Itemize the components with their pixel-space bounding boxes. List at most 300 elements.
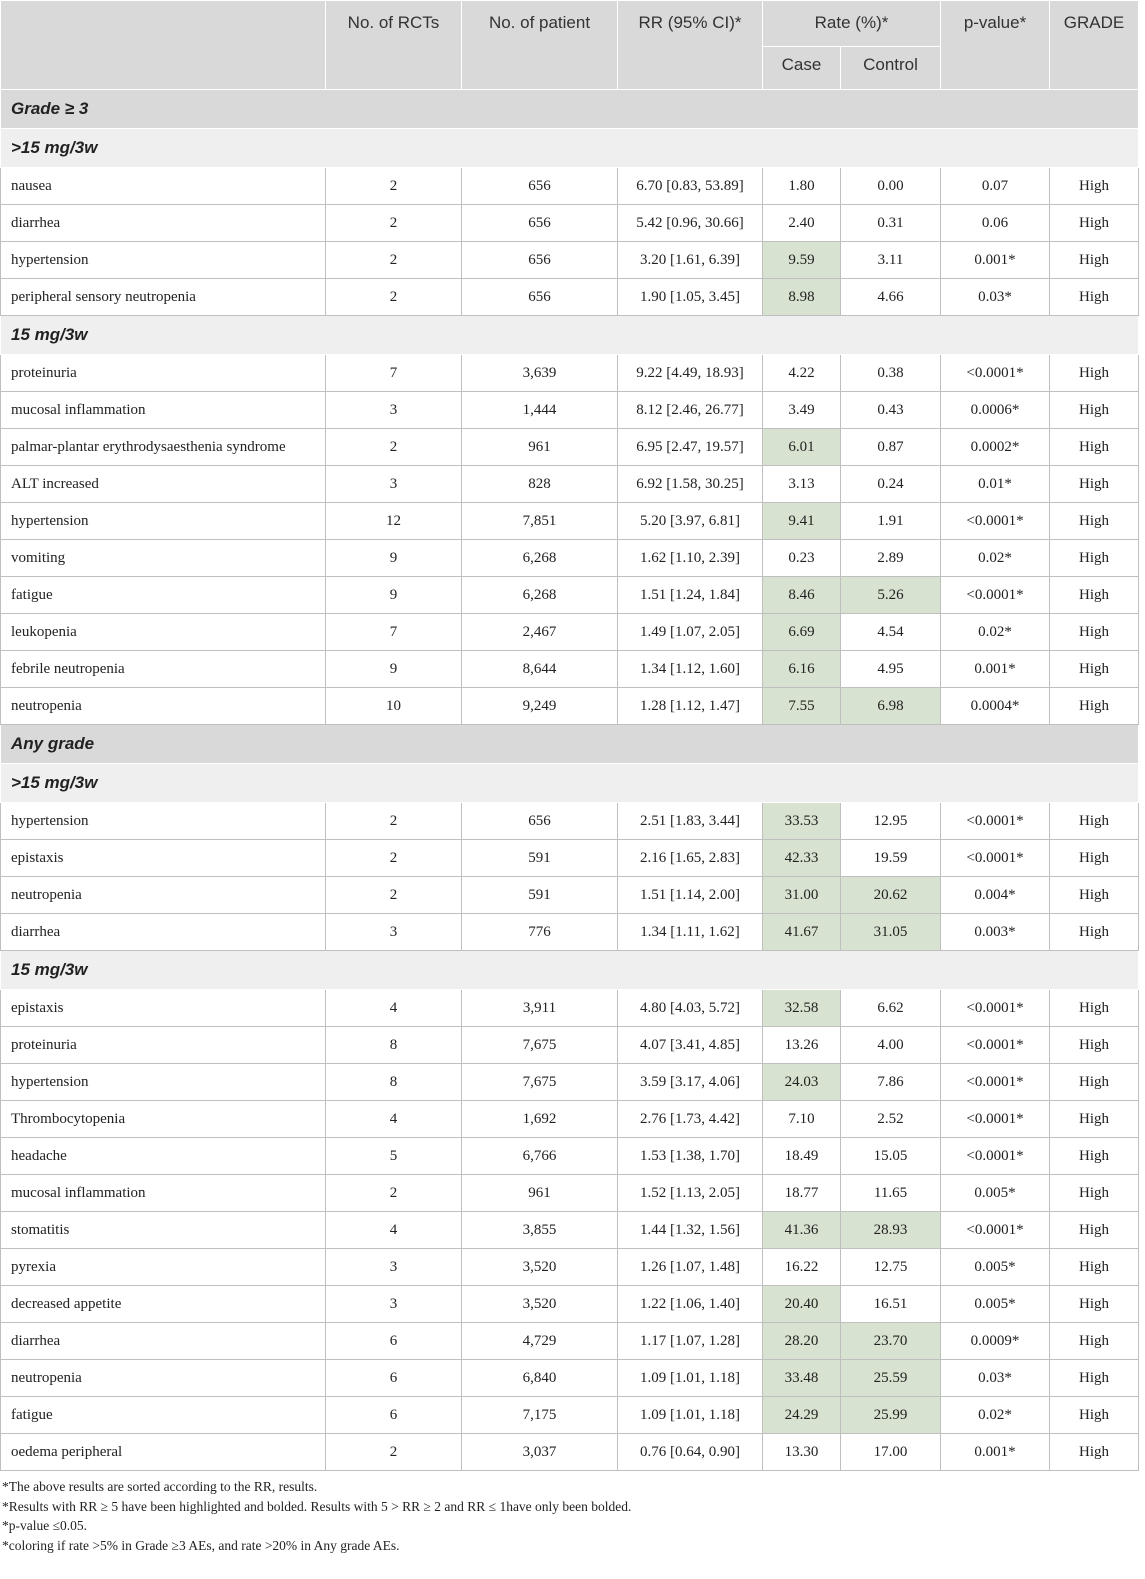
cell-grade: High [1050,1434,1139,1471]
cell-grade: High [1050,1323,1139,1360]
footnotes [0,1471,1138,1555]
cell-rr: 2.51 [1.83, 3.44] [618,803,763,840]
cell-grade: High [1050,614,1139,651]
cell-event: neutropenia [1,688,326,725]
cell-case-rate: 41.67 [763,914,841,951]
cell-event: fatigue [1,577,326,614]
cell-pvalue: 0.004* [941,877,1050,914]
cell-patients: 961 [462,1175,618,1212]
cell-grade: High [1050,1101,1139,1138]
cell-grade: High [1050,242,1139,279]
cell-event: Thrombocytopenia [1,1101,326,1138]
cell-pvalue: <0.0001* [941,1027,1050,1064]
cell-grade: High [1050,914,1139,951]
cell-rcts: 2 [326,803,462,840]
cell-control-rate: 0.31 [841,205,941,242]
cell-pvalue: 0.03* [941,1360,1050,1397]
cell-rr: 1.22 [1.06, 1.40] [618,1286,763,1323]
cell-rcts: 4 [326,990,462,1027]
dose-group-title: >15 mg/3w [1,764,1139,803]
cell-patients: 4,729 [462,1323,618,1360]
cell-patients: 3,037 [462,1434,618,1471]
cell-pvalue: 0.005* [941,1286,1050,1323]
table-row [1,1397,1139,1434]
cell-rcts: 2 [326,242,462,279]
table-row [1,1249,1139,1286]
cell-patients: 1,444 [462,392,618,429]
cell-patients: 591 [462,877,618,914]
cell-event: mucosal inflammation [1,1175,326,1212]
cell-grade: High [1050,1138,1139,1175]
cell-event: diarrhea [1,1323,326,1360]
cell-event: neutropenia [1,877,326,914]
cell-patients: 656 [462,168,618,205]
cell-rr: 6.95 [2.47, 19.57] [618,429,763,466]
table-row [1,577,1139,614]
cell-event: oedema peripheral [1,1434,326,1471]
cell-rcts: 3 [326,1286,462,1323]
cell-rr: 3.20 [1.61, 6.39] [618,242,763,279]
cell-pvalue: <0.0001* [941,577,1050,614]
cell-patients: 961 [462,429,618,466]
cell-pvalue: 0.0009* [941,1323,1050,1360]
cell-pvalue: 0.01* [941,466,1050,503]
cell-rr: 3.59 [3.17, 4.06] [618,1064,763,1101]
table-row [1,1434,1139,1471]
cell-control-rate: 11.65 [841,1175,941,1212]
cell-grade: High [1050,540,1139,577]
cell-pvalue: 0.02* [941,1397,1050,1434]
table-row [1,429,1139,466]
cell-control-rate: 4.54 [841,614,941,651]
cell-case-rate: 24.29 [763,1397,841,1434]
table-row [1,990,1139,1027]
cell-case-rate: 7.10 [763,1101,841,1138]
table-row [1,803,1139,840]
cell-grade: High [1050,1212,1139,1249]
cell-rcts: 2 [326,279,462,316]
cell-case-rate: 42.33 [763,840,841,877]
cell-rr: 1.62 [1.10, 2.39] [618,540,763,577]
cell-control-rate: 28.93 [841,1212,941,1249]
cell-event: hypertension [1,242,326,279]
cell-pvalue: <0.0001* [941,1212,1050,1249]
cell-rr: 1.17 [1.07, 1.28] [618,1323,763,1360]
cell-patients: 6,268 [462,540,618,577]
dose-group-row [1,764,1139,803]
cell-grade: High [1050,392,1139,429]
cell-rcts: 8 [326,1027,462,1064]
header-grade: GRADE [1050,1,1139,90]
cell-patients: 6,268 [462,577,618,614]
cell-grade: High [1050,877,1139,914]
cell-grade: High [1050,577,1139,614]
cell-case-rate: 6.01 [763,429,841,466]
cell-patients: 828 [462,466,618,503]
cell-patients: 7,675 [462,1027,618,1064]
cell-control-rate: 23.70 [841,1323,941,1360]
cell-control-rate: 0.24 [841,466,941,503]
table-header [1,1,1139,90]
cell-rcts: 2 [326,877,462,914]
table-row [1,914,1139,951]
cell-rcts: 2 [326,168,462,205]
cell-patients: 656 [462,279,618,316]
cell-pvalue: <0.0001* [941,840,1050,877]
cell-event: epistaxis [1,990,326,1027]
table-row [1,840,1139,877]
header-event [1,1,326,90]
cell-control-rate: 7.86 [841,1064,941,1101]
cell-pvalue: 0.07 [941,168,1050,205]
table-row [1,279,1139,316]
table-body [1,90,1139,1471]
cell-pvalue: 0.001* [941,651,1050,688]
cell-grade: High [1050,1360,1139,1397]
table-row [1,688,1139,725]
cell-case-rate: 8.98 [763,279,841,316]
cell-case-rate: 2.40 [763,205,841,242]
cell-control-rate: 5.26 [841,577,941,614]
cell-grade: High [1050,168,1139,205]
cell-case-rate: 1.80 [763,168,841,205]
cell-grade: High [1050,651,1139,688]
table-row [1,614,1139,651]
cell-pvalue: 0.02* [941,540,1050,577]
cell-patients: 3,911 [462,990,618,1027]
cell-pvalue: <0.0001* [941,803,1050,840]
cell-rcts: 6 [326,1360,462,1397]
cell-control-rate: 4.66 [841,279,941,316]
cell-event: headache [1,1138,326,1175]
cell-case-rate: 9.41 [763,503,841,540]
cell-patients: 3,520 [462,1249,618,1286]
cell-patients: 656 [462,242,618,279]
table-row [1,651,1139,688]
cell-patients: 7,851 [462,503,618,540]
cell-grade: High [1050,279,1139,316]
cell-rr: 5.42 [0.96, 30.66] [618,205,763,242]
table-row [1,168,1139,205]
cell-patients: 3,639 [462,355,618,392]
cell-control-rate: 12.95 [841,803,941,840]
cell-event: hypertension [1,803,326,840]
cell-control-rate: 3.11 [841,242,941,279]
cell-patients: 6,840 [462,1360,618,1397]
cell-event: nausea [1,168,326,205]
dose-group-row [1,951,1139,990]
cell-grade: High [1050,1175,1139,1212]
cell-case-rate: 9.59 [763,242,841,279]
cell-rr: 0.76 [0.64, 0.90] [618,1434,763,1471]
cell-patients: 656 [462,803,618,840]
table-row [1,392,1139,429]
cell-event: peripheral sensory neutropenia [1,279,326,316]
cell-control-rate: 2.89 [841,540,941,577]
cell-event: stomatitis [1,1212,326,1249]
cell-control-rate: 4.00 [841,1027,941,1064]
cell-event: epistaxis [1,840,326,877]
table-row [1,877,1139,914]
cell-control-rate: 0.38 [841,355,941,392]
cell-pvalue: <0.0001* [941,990,1050,1027]
cell-rr: 1.51 [1.24, 1.84] [618,577,763,614]
cell-patients: 6,766 [462,1138,618,1175]
table-row [1,205,1139,242]
cell-grade: High [1050,205,1139,242]
section-header-row [1,725,1139,764]
cell-patients: 656 [462,205,618,242]
cell-control-rate: 0.00 [841,168,941,205]
table-row [1,466,1139,503]
table-row [1,1175,1139,1212]
cell-case-rate: 33.48 [763,1360,841,1397]
cell-case-rate: 0.23 [763,540,841,577]
cell-rcts: 3 [326,1249,462,1286]
cell-grade: High [1050,803,1139,840]
cell-event: proteinuria [1,355,326,392]
cell-patients: 9,249 [462,688,618,725]
cell-rcts: 10 [326,688,462,725]
header-pvalue: p-value* [941,1,1050,90]
cell-case-rate: 33.53 [763,803,841,840]
cell-grade: High [1050,1397,1139,1434]
cell-rr: 9.22 [4.49, 18.93] [618,355,763,392]
cell-rr: 6.92 [1.58, 30.25] [618,466,763,503]
table-row [1,1027,1139,1064]
section-header-row [1,90,1139,129]
table-row [1,1064,1139,1101]
cell-case-rate: 4.22 [763,355,841,392]
cell-rcts: 6 [326,1397,462,1434]
dose-group-title: 15 mg/3w [1,316,1139,355]
cell-case-rate: 6.16 [763,651,841,688]
table-row [1,355,1139,392]
cell-event: proteinuria [1,1027,326,1064]
cell-rr: 6.70 [0.83, 53.89] [618,168,763,205]
cell-rcts: 2 [326,205,462,242]
cell-pvalue: 0.005* [941,1175,1050,1212]
cell-case-rate: 32.58 [763,990,841,1027]
cell-case-rate: 3.13 [763,466,841,503]
cell-rr: 1.53 [1.38, 1.70] [618,1138,763,1175]
table-row [1,1360,1139,1397]
cell-case-rate: 8.46 [763,577,841,614]
cell-rcts: 12 [326,503,462,540]
footnote: *p-value ≤0.05. [2,1518,88,1533]
cell-control-rate: 16.51 [841,1286,941,1323]
cell-rr: 1.44 [1.32, 1.56] [618,1212,763,1249]
cell-event: hypertension [1,503,326,540]
cell-pvalue: <0.0001* [941,1064,1050,1101]
header-patients: No. of patient [462,1,618,90]
table-row [1,1286,1139,1323]
cell-event: ALT increased [1,466,326,503]
cell-patients: 2,467 [462,614,618,651]
cell-rcts: 6 [326,1323,462,1360]
cell-event: decreased appetite [1,1286,326,1323]
cell-case-rate: 24.03 [763,1064,841,1101]
cell-pvalue: 0.003* [941,914,1050,951]
cell-case-rate: 18.49 [763,1138,841,1175]
cell-rr: 1.51 [1.14, 2.00] [618,877,763,914]
cell-pvalue: <0.0001* [941,355,1050,392]
cell-pvalue: 0.06 [941,205,1050,242]
cell-patients: 3,520 [462,1286,618,1323]
cell-control-rate: 1.91 [841,503,941,540]
cell-rr: 1.34 [1.12, 1.60] [618,651,763,688]
cell-control-rate: 12.75 [841,1249,941,1286]
cell-grade: High [1050,429,1139,466]
cell-pvalue: 0.0006* [941,392,1050,429]
cell-control-rate: 25.59 [841,1360,941,1397]
cell-event: vomiting [1,540,326,577]
cell-rr: 4.07 [3.41, 4.85] [618,1027,763,1064]
cell-pvalue: 0.02* [941,614,1050,651]
footnote: *Results with RR ≥ 5 have been highlighted and bolded. Results with 5 > RR ≥ 2 and RR ≤ 1have only been bolded. [2,1498,632,1514]
cell-rcts: 2 [326,840,462,877]
cell-rcts: 8 [326,1064,462,1101]
cell-rcts: 3 [326,392,462,429]
cell-case-rate: 7.55 [763,688,841,725]
header-rcts: No. of RCTs [326,1,462,90]
cell-case-rate: 18.77 [763,1175,841,1212]
cell-control-rate: 6.62 [841,990,941,1027]
cell-rr: 1.28 [1.12, 1.47] [618,688,763,725]
cell-pvalue: 0.005* [941,1249,1050,1286]
dose-group-row [1,129,1139,168]
header-control: Control [841,47,941,90]
cell-control-rate: 0.43 [841,392,941,429]
cell-rcts: 2 [326,429,462,466]
cell-patients: 591 [462,840,618,877]
cell-rcts: 5 [326,1138,462,1175]
table-row [1,1138,1139,1175]
cell-patients: 7,175 [462,1397,618,1434]
cell-rcts: 9 [326,651,462,688]
cell-patients: 776 [462,914,618,951]
cell-case-rate: 13.30 [763,1434,841,1471]
cell-case-rate: 13.26 [763,1027,841,1064]
cell-control-rate: 4.95 [841,651,941,688]
cell-patients: 7,675 [462,1064,618,1101]
cell-control-rate: 19.59 [841,840,941,877]
cell-pvalue: 0.001* [941,1434,1050,1471]
table-row [1,1101,1139,1138]
cell-event: neutropenia [1,1360,326,1397]
cell-rcts: 7 [326,614,462,651]
cell-pvalue: 0.0002* [941,429,1050,466]
cell-rcts: 7 [326,355,462,392]
table-row [1,1212,1139,1249]
cell-rcts: 3 [326,914,462,951]
cell-event: diarrhea [1,914,326,951]
cell-rcts: 4 [326,1212,462,1249]
cell-event: pyrexia [1,1249,326,1286]
cell-grade: High [1050,355,1139,392]
cell-pvalue: 0.001* [941,242,1050,279]
cell-grade: High [1050,466,1139,503]
cell-rr: 1.52 [1.13, 2.05] [618,1175,763,1212]
cell-rr: 1.90 [1.05, 3.45] [618,279,763,316]
footnote: *The above results are sorted according to the RR, results. [2,1479,318,1494]
cell-control-rate: 17.00 [841,1434,941,1471]
cell-rr: 1.09 [1.01, 1.18] [618,1360,763,1397]
header-case: Case [763,47,841,90]
section-title: Any grade [1,725,1139,764]
cell-rcts: 4 [326,1101,462,1138]
footnote: *coloring if rate >5% in Grade ≥3 AEs, and rate >20% in Any grade AEs. [2,1537,400,1553]
cell-pvalue: 0.0004* [941,688,1050,725]
cell-case-rate: 3.49 [763,392,841,429]
cell-grade: High [1050,503,1139,540]
cell-control-rate: 15.05 [841,1138,941,1175]
table-row [1,503,1139,540]
cell-grade: High [1050,1286,1139,1323]
cell-rcts: 9 [326,577,462,614]
cell-rr: 2.16 [1.65, 2.83] [618,840,763,877]
cell-pvalue: <0.0001* [941,1101,1050,1138]
cell-event: febrile neutropenia [1,651,326,688]
cell-rcts: 2 [326,1434,462,1471]
cell-case-rate: 16.22 [763,1249,841,1286]
cell-pvalue: 0.03* [941,279,1050,316]
cell-grade: High [1050,1064,1139,1101]
cell-rr: 1.49 [1.07, 2.05] [618,614,763,651]
cell-rr: 8.12 [2.46, 26.77] [618,392,763,429]
cell-event: mucosal inflammation [1,392,326,429]
dose-group-title: 15 mg/3w [1,951,1139,990]
cell-pvalue: <0.0001* [941,1138,1050,1175]
cell-patients: 1,692 [462,1101,618,1138]
cell-case-rate: 6.69 [763,614,841,651]
cell-rcts: 3 [326,466,462,503]
cell-rcts: 9 [326,540,462,577]
cell-event: hypertension [1,1064,326,1101]
header-rate: Rate (%)* [763,1,941,47]
header-rr: RR (95% CI)* [618,1,763,90]
dose-group-row [1,316,1139,355]
cell-event: palmar-plantar erythrodysaesthenia syndrome [1,429,326,466]
cell-case-rate: 41.36 [763,1212,841,1249]
cell-control-rate: 6.98 [841,688,941,725]
cell-rr: 1.26 [1.07, 1.48] [618,1249,763,1286]
section-title: Grade ≥ 3 [1,90,1139,129]
cell-rcts: 2 [326,1175,462,1212]
cell-event: diarrhea [1,205,326,242]
cell-control-rate: 25.99 [841,1397,941,1434]
cell-rr: 4.80 [4.03, 5.72] [618,990,763,1027]
cell-grade: High [1050,1249,1139,1286]
cell-grade: High [1050,1027,1139,1064]
cell-event: leukopenia [1,614,326,651]
cell-rr: 1.34 [1.11, 1.62] [618,914,763,951]
cell-grade: High [1050,990,1139,1027]
cell-grade: High [1050,840,1139,877]
cell-control-rate: 20.62 [841,877,941,914]
cell-case-rate: 28.20 [763,1323,841,1360]
cell-control-rate: 2.52 [841,1101,941,1138]
cell-patients: 3,855 [462,1212,618,1249]
cell-case-rate: 20.40 [763,1286,841,1323]
table-row [1,1323,1139,1360]
cell-control-rate: 31.05 [841,914,941,951]
table-row [1,242,1139,279]
cell-rr: 2.76 [1.73, 4.42] [618,1101,763,1138]
cell-event: fatigue [1,1397,326,1434]
cell-patients: 8,644 [462,651,618,688]
dose-group-title: >15 mg/3w [1,129,1139,168]
